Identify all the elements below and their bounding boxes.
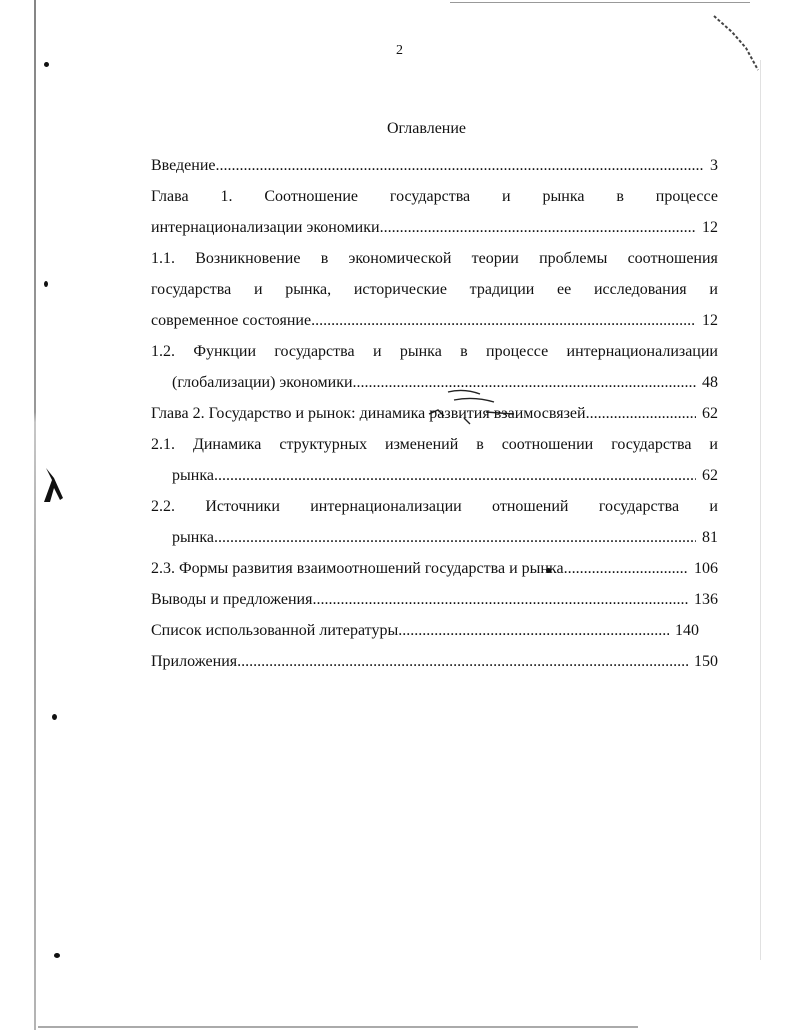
leader-dots (353, 367, 696, 398)
leader-dots (311, 305, 696, 336)
leader-dots (586, 398, 696, 429)
toc-page-number: 136 (694, 591, 718, 608)
toc-word: государства (274, 343, 355, 360)
toc-entry-2-1-line1 (151, 429, 718, 460)
toc-entry-text: Глава 2. Государство и рынок: динамика развития взаимосвязей (151, 405, 586, 422)
toc-word: и (709, 281, 718, 298)
toc-word: в (460, 343, 468, 360)
scan-edge-left (34, 0, 36, 1030)
toc-word: в (616, 188, 624, 205)
toc-entry-1-1-line2 (151, 274, 718, 305)
scan-speck (44, 281, 48, 287)
leader-dots (216, 150, 705, 181)
toc-word: Возникновение (195, 250, 301, 267)
toc-entry-bibliography (151, 615, 699, 646)
toc-entry-2-2-line2 (151, 522, 718, 553)
toc-word: 1.1. (151, 250, 175, 267)
toc-word: процессе (486, 343, 549, 360)
toc-word: государства (389, 188, 471, 205)
toc-word: рынка (542, 188, 585, 205)
toc-word: и (709, 498, 718, 515)
toc-word: государства (598, 498, 680, 515)
toc-word: Глава (151, 188, 189, 205)
toc-word: соотношения (627, 250, 718, 267)
toc-entry-text: Список использованной литературы (151, 622, 399, 639)
toc-word: 1.2. (151, 343, 175, 360)
toc-entry-2-2-line1 (151, 491, 718, 522)
scan-edge-top (450, 2, 750, 3)
toc-entry-text: современное состояние (151, 312, 312, 329)
scan-speck (44, 62, 49, 67)
table-of-contents (151, 150, 718, 677)
toc-word: Соотношение (264, 188, 359, 205)
toc-entry-text: рынка (172, 529, 214, 546)
toc-page-number: 12 (702, 219, 718, 236)
toc-word: государства (151, 281, 232, 298)
toc-entry-appendices (151, 646, 718, 677)
toc-word: и (502, 188, 511, 205)
toc-word: в (320, 250, 329, 267)
toc-entry-chapter2 (151, 398, 718, 429)
scan-speck (52, 714, 57, 720)
toc-word: 2.1. (151, 436, 175, 453)
toc-word: государства (611, 436, 692, 453)
toc-page-number: 150 (694, 653, 718, 670)
toc-page-number: 3 (710, 157, 718, 174)
toc-word: экономической (348, 250, 452, 267)
toc-word: соотношении (501, 436, 594, 453)
toc-word: процессе (655, 188, 718, 205)
toc-entry-chapter1-line2 (151, 212, 718, 243)
toc-word: исследования (593, 281, 687, 298)
toc-word: теории (471, 250, 519, 267)
leader-dots (237, 646, 688, 677)
toc-word: Динамика (192, 436, 262, 453)
toc-entry-text: Введение (151, 157, 216, 174)
scan-edge-bottom (38, 1026, 638, 1028)
toc-word: структурных (279, 436, 368, 453)
toc-word: традиции (469, 281, 535, 298)
toc-word: 2.2. (151, 498, 175, 515)
toc-word: ее (557, 281, 572, 298)
toc-entry-conclusions (151, 584, 718, 615)
toc-word: и (709, 436, 718, 453)
toc-entry-2-1-line2 (151, 460, 718, 491)
leader-dots (312, 584, 688, 615)
toc-entry-1-2-line1 (151, 336, 718, 367)
toc-word: и (253, 281, 263, 298)
toc-entry-1-2-line2 (151, 367, 718, 398)
toc-word: Функции (193, 343, 257, 360)
toc-word: рынка, (285, 281, 332, 298)
toc-word: и (372, 343, 382, 360)
scan-speck (54, 953, 60, 958)
toc-page-number: 12 (702, 312, 718, 329)
scan-edge-right (760, 60, 761, 960)
leader-dots (214, 522, 696, 553)
toc-page-number: 62 (702, 467, 718, 484)
toc-word: отношений (492, 498, 569, 515)
toc-entry-text: интернационализации экономики (151, 219, 380, 236)
toc-title: Оглавление (386, 120, 467, 137)
toc-word: изменений (385, 436, 459, 453)
toc-entry-1-1-line3 (151, 305, 718, 336)
toc-page-number: 48 (702, 374, 718, 391)
toc-word: исторические (353, 281, 447, 298)
leader-dots (564, 553, 688, 584)
toc-word: интернационализации (310, 498, 462, 515)
toc-word: 1. (220, 188, 233, 205)
leader-dots (214, 460, 696, 491)
toc-word: проблемы (539, 250, 608, 267)
toc-entry-2-3 (151, 553, 718, 584)
toc-page-number: 140 (675, 622, 699, 639)
toc-page-number: 81 (702, 529, 718, 546)
toc-entry-introduction (151, 150, 718, 181)
toc-entry-text: Выводы и предложения (151, 591, 313, 608)
leader-dots (380, 212, 696, 243)
toc-word: в (476, 436, 484, 453)
toc-entry-1-1-line1 (151, 243, 718, 274)
toc-entry-text: рынка (172, 467, 214, 484)
toc-entry-chapter1-line1 (151, 181, 718, 212)
toc-page-number: 106 (694, 560, 718, 577)
toc-word: интернационализации (566, 343, 718, 360)
scan-mark-arrow (42, 466, 64, 504)
page-number: 2 (396, 43, 403, 58)
toc-entry-text: Приложения (151, 653, 238, 670)
toc-entry-text: 2.3. Формы развития взаимоотношений государства и рынка (151, 560, 564, 577)
leader-dots (398, 615, 669, 646)
toc-word: рынка (399, 343, 442, 360)
toc-word: Источники (205, 498, 280, 515)
toc-page-number: 62 (702, 405, 718, 422)
toc-entry-text: (глобализации) экономики (172, 374, 353, 391)
